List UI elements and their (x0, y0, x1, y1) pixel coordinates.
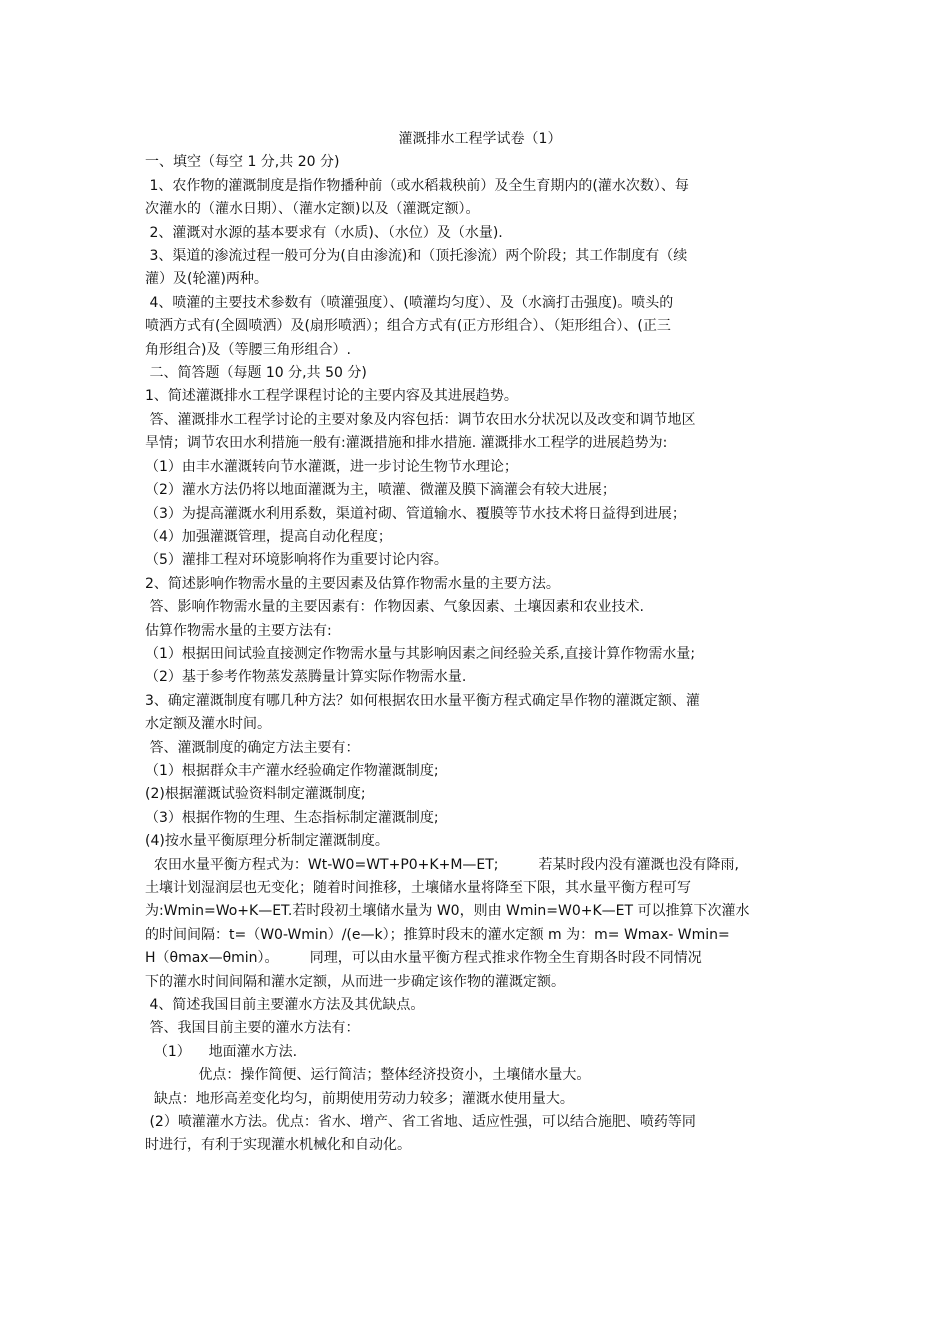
text-line: (2)根据灌溉试验资料制定灌溉制度; (145, 786, 366, 803)
text-line: 3、渠道的渗流过程一般可分为(自由渗流)和（顶托渗流）两个阶段；其工作制度有（续 (145, 248, 688, 265)
text-line: （3）根据作物的生理、生态指标制定灌溉制度; (145, 809, 439, 826)
text-line: （5）灌排工程对环境影响将作为重要讨论内容。 (145, 552, 448, 569)
text-line: 1、简述灌溉排水工程学课程讨论的主要内容及其进展趋势。 (145, 388, 518, 405)
text-line: 2、简述影响作物需水量的主要因素及估算作物需水量的主要方法。 (145, 575, 560, 592)
text-line: 缺点：地形高差变化均匀，前期使用劳动力较多；灌溉水使用量大。 (145, 1090, 574, 1107)
text-line: （1）由丰水灌溉转向节水灌溉，进一步讨论生物节水理论； (145, 458, 518, 475)
text-line: 3、确定灌溉制度有哪几种方法？如何根据农田水量平衡方程式确定旱作物的灌溉定额、灌 (145, 692, 700, 709)
text-line: （1）根据田间试验直接测定作物需水量与其影响因素之间经验关系,直接计算作物需水量; (145, 645, 696, 662)
text-line: 答、影响作物需水量的主要因素有：作物因素、气象因素、土壤因素和农业技术. (145, 599, 644, 616)
document-body (145, 128, 815, 1158)
text-line: 时进行，有利于实现灌水机械化和自动化。 (145, 1137, 411, 1154)
text-line: 的时间间隔：t=（W0-Wmin）/(e—k）；推算时段末的灌水定额 m 为：m= Wmax- Wmin= (145, 926, 730, 943)
text-line: 土壤计划湿润层也无变化；随着时间推移，土壤储水量将降至下限，其水量平衡方程可写 (145, 880, 691, 896)
text-line: 为:Wmin=Wo+K—ET.若时段初土壤储水量为 W0，则由 Wmin=W0+K—ET 可以推算下次灌水 (145, 903, 750, 920)
text-line: 旱情；调节农田水利措施一般有:灌溉措施和排水措施. 灌溉排水工程学的进展趋势为: (145, 435, 668, 452)
text-line: 答、我国目前主要的灌水方法有： (145, 1020, 360, 1037)
text-line: (4)按水量平衡原理分析制定灌溉制度。 (145, 833, 389, 850)
text-line: 次灌水的（灌水日期）、（灌水定额)以及（灌溉定额）。 (145, 201, 480, 218)
text-line: 答、灌溉制度的确定方法主要有： (145, 739, 360, 756)
text-line: （1） 地面灌水方法. (145, 1043, 298, 1060)
text-line: 4、简述我国目前主要灌水方法及其优缺点。 (145, 997, 425, 1014)
text-line: （2）基于参考作物蒸发蒸腾量计算实际作物需水量. (145, 669, 467, 686)
text-line: 4、喷灌的主要技术参数有（喷灌强度）、(喷灌均匀度）、及（水滴打击强度)。喷头的 (145, 294, 674, 311)
text-line: 1、农作物的灌溉制度是指作物播种前（或水稻栽秧前）及全生育期内的(灌水次数）、每 (145, 177, 689, 194)
text-line: （4）加强灌溉管理，提高自动化程度； (145, 528, 392, 545)
text-line: （3）为提高灌溉水利用系数，渠道衬砌、管道输水、覆膜等节水技术将日益得到进展； (145, 505, 686, 522)
text-line: 优点：操作简便、运行简洁；整体经济投资小，土壤储水量大。 (145, 1067, 591, 1084)
text-line: 农田水量平衡方程式为：Wt-W0=WT+P0+K+M—ET; 若某时段内没有灌溉也没有降雨, (145, 856, 740, 873)
text-line: （1）根据群众丰产灌水经验确定作物灌溉制度; (145, 762, 439, 779)
text-line: 二、简答题（每题 10 分,共 50 分) (145, 365, 367, 382)
text-line: （2）灌水方法仍将以地面灌溉为主，喷灌、微灌及膜下滴灌会有较大进展； (145, 482, 616, 499)
text-line: 喷洒方式有(全圆喷洒）及(扇形喷洒）；组合方式有(正方形组合）、（矩形组合）、(正三 (145, 318, 671, 335)
text-line: 灌）及(轮灌)两种。 (145, 271, 268, 288)
text-line: H（θmax—θmin）。 同理，可以由水量平衡方程式推求作物全生育期各时段不同情况 (145, 950, 702, 967)
document-title: 灌溉排水工程学试卷（1） (398, 131, 562, 147)
text-line: 2、灌溉对水源的基本要求有（水质)、（水位）及（水量). (145, 224, 503, 241)
text-line: 水定额及灌水时间。 (145, 716, 271, 733)
text-line: 角形组合)及（等腰三角形组合）. (145, 341, 351, 358)
text-line: 一、填空（每空 1 分,共 20 分) (145, 154, 340, 171)
text-line: 估算作物需水量的主要方法有: (145, 622, 332, 639)
text-line: 答、灌溉排水工程学讨论的主要对象及内容包括：调节农田水分状况以及改变和调节地区 (145, 411, 696, 428)
text-line: 下的灌水时间间隔和灌水定额，从而进一步确定该作物的灌溉定额。 (145, 973, 565, 990)
text-line: (2）喷灌灌水方法。优点：省水、增产、省工省地、适应性强，可以结合施肥、喷药等同 (145, 1114, 696, 1131)
